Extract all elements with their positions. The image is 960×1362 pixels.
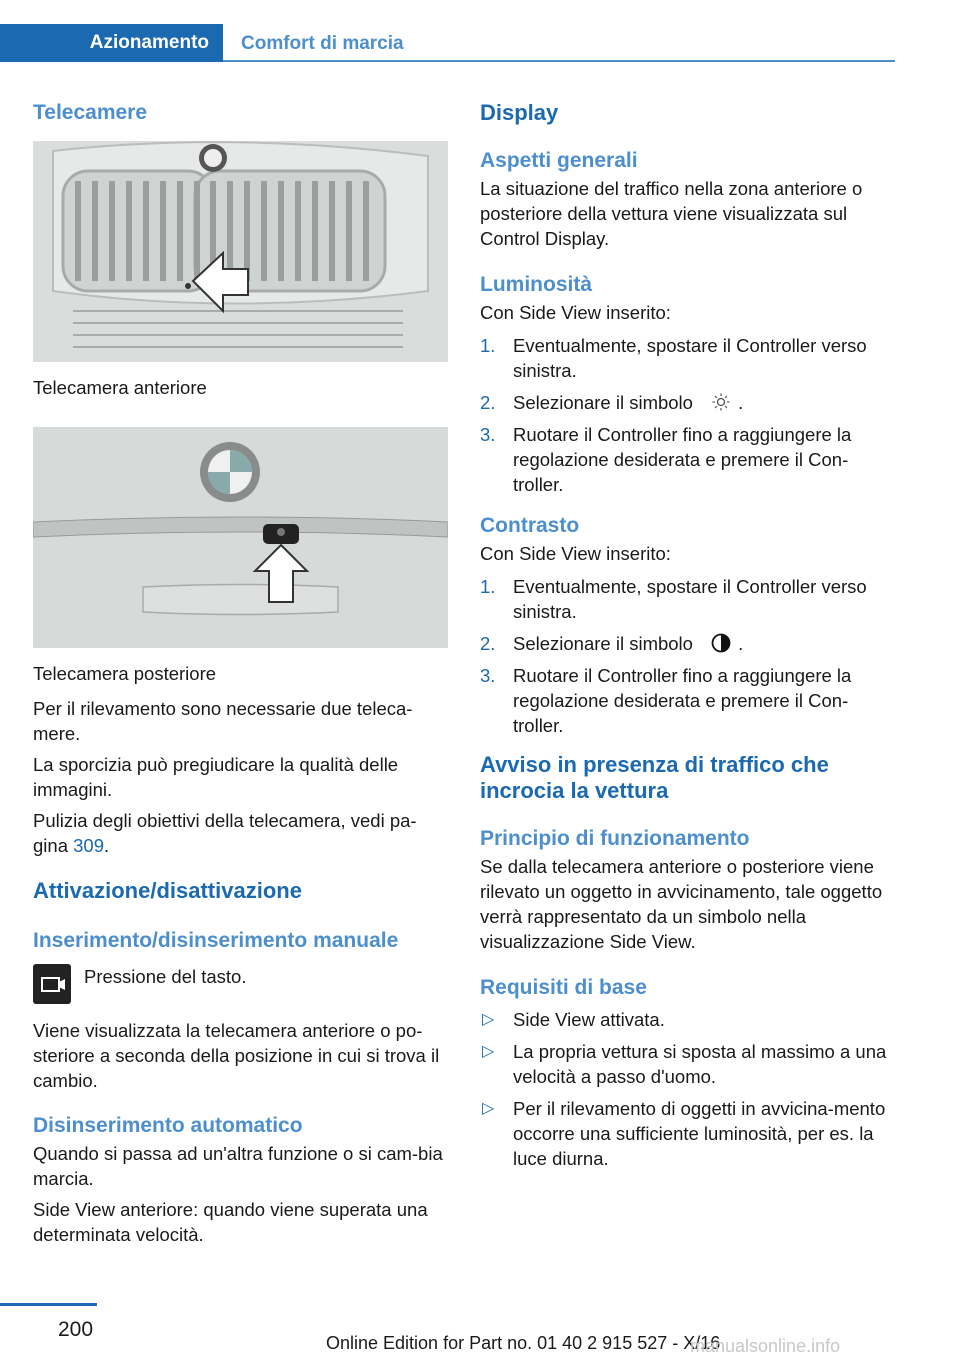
watermark: manualsonline.info bbox=[690, 1336, 841, 1356]
bullet-triangle-icon: ▷ bbox=[482, 1100, 495, 1117]
period: . bbox=[738, 392, 744, 413]
heading-cross-traffic: Avviso in presenza di traffico che incrocia la vettura bbox=[480, 752, 829, 803]
header-divider bbox=[223, 60, 895, 62]
step-number: 2. bbox=[480, 633, 496, 654]
bullet-triangle-icon: ▷ bbox=[482, 1043, 495, 1060]
requirement-text: La propria vettura si sposta al massimo a una velocità a passo d'uomo. bbox=[513, 1041, 887, 1087]
contrast-icon bbox=[710, 633, 732, 653]
step-text: Ruotare il Controller fino a raggiungere la regolazione desiderata e premere il Con-troller. bbox=[513, 424, 852, 495]
paragraph-principle: Se dalla telecamera anteriore o posteriore viene rilevato un oggetto in avvicinamento, tale oggetto verrà rappresentato da un simbolo nella visualizzazione Side View. bbox=[480, 856, 883, 952]
requirement-text: Per il rilevamento di oggetti in avvicina-mento occorre una sufficiente luminosità, per es. la luce diurna. bbox=[513, 1098, 886, 1169]
step-number: 3. bbox=[480, 424, 496, 445]
requirement-text: Side View attivata. bbox=[513, 1009, 665, 1030]
caption-front-camera: Telecamera anteriore bbox=[33, 377, 207, 398]
step-text: Eventualmente, spostare il Controller verso sinistra. bbox=[513, 335, 867, 381]
step-text: Selezionare il simbolo bbox=[513, 633, 693, 654]
list-item bbox=[480, 1096, 896, 1171]
camera-button-icon bbox=[33, 964, 71, 1004]
header-tabs bbox=[0, 24, 895, 62]
left-column bbox=[33, 100, 449, 1247]
page-number: 200 bbox=[58, 1318, 94, 1341]
heading-manual: Inserimento/disinserimento manuale bbox=[33, 929, 399, 952]
list-item bbox=[480, 1039, 896, 1089]
paragraph-cleaning bbox=[33, 808, 449, 858]
rear-camera-photo bbox=[33, 427, 448, 648]
list-item bbox=[480, 574, 896, 624]
step-number: 3. bbox=[480, 665, 496, 686]
step-text: Eventualmente, spostare il Controller verso sinistra. bbox=[513, 576, 867, 622]
section-title-telecamere: Telecamere bbox=[33, 101, 148, 124]
tab-comfort-di-marcia[interactable]: Comfort di marcia bbox=[241, 33, 404, 54]
front-grille-illustration bbox=[33, 141, 448, 362]
heading-display: Display bbox=[480, 100, 559, 125]
step-number: 2. bbox=[480, 392, 496, 413]
paragraph-speed: Side View anteriore: quando viene superata una determinata velocità. bbox=[33, 1199, 428, 1245]
step-text: Ruotare il Controller fino a raggiungere la regolazione desiderata e premere il Con-troller. bbox=[513, 665, 852, 736]
heading-activation: Attivazione/disattivazione bbox=[33, 878, 302, 903]
tab-azionamento[interactable]: Azionamento bbox=[0, 24, 223, 62]
edition-text: Online Edition for Part no. 01 40 2 915 527 - X/16 bbox=[326, 1333, 721, 1353]
list-item bbox=[480, 390, 896, 415]
rear-trunk-illustration bbox=[33, 427, 448, 648]
requirements-list bbox=[480, 1007, 896, 1171]
paragraph-general: La situazione del traffico nella zona anteriore o posteriore della vettura viene visualizzata sul Control Display. bbox=[480, 178, 863, 249]
step-number: 1. bbox=[480, 335, 496, 356]
heading-general: Aspetti generali bbox=[480, 149, 638, 172]
footer-rule bbox=[0, 1303, 97, 1306]
contrast-intro: Con Side View inserito: bbox=[480, 543, 671, 564]
manual-row bbox=[33, 964, 449, 1004]
paragraph-display-camera: Viene visualizzata la telecamera anteriore o po-steriore a seconda della posizione in cui si trova il cambio. bbox=[33, 1020, 440, 1091]
cleaning-period: . bbox=[104, 835, 110, 856]
brightness-steps bbox=[480, 333, 896, 497]
period: . bbox=[738, 633, 744, 654]
manual-text: Pressione del tasto. bbox=[84, 966, 247, 987]
caption-rear-camera: Telecamera posteriore bbox=[33, 663, 217, 684]
brightness-intro: Con Side View inserito: bbox=[480, 302, 671, 323]
page-link-309[interactable]: 309 bbox=[73, 835, 104, 856]
step-number: 1. bbox=[480, 576, 496, 597]
cleaning-text: Pulizia degli obiettivi della telecamera, vedi pa-gina bbox=[33, 810, 417, 856]
heading-auto-off: Disinserimento automatico bbox=[33, 1114, 303, 1137]
front-camera-photo bbox=[33, 141, 448, 362]
heading-contrast: Contrasto bbox=[480, 514, 580, 537]
list-item bbox=[480, 631, 896, 656]
contrast-steps bbox=[480, 574, 896, 738]
right-column bbox=[480, 100, 896, 1178]
paragraph-two-cameras: Per il rilevamento sono necessarie due teleca-mere. bbox=[33, 698, 413, 744]
step-text: Selezionare il simbolo bbox=[513, 392, 693, 413]
paragraph-dirt: La sporcizia può pregiudicare la qualità delle immagini. bbox=[33, 754, 399, 800]
paragraph-auto-off: Quando si passa ad un'altra funzione o si cam-bia marcia. bbox=[33, 1143, 443, 1189]
sun-icon bbox=[710, 393, 732, 411]
list-item bbox=[480, 663, 896, 738]
heading-principle: Principio di funzionamento bbox=[480, 827, 750, 850]
bullet-triangle-icon: ▷ bbox=[482, 1011, 495, 1028]
list-item bbox=[480, 1007, 896, 1032]
heading-requirements: Requisiti di base bbox=[480, 976, 647, 999]
list-item bbox=[480, 333, 896, 383]
heading-brightness: Luminosità bbox=[480, 273, 593, 296]
list-item bbox=[480, 422, 896, 497]
